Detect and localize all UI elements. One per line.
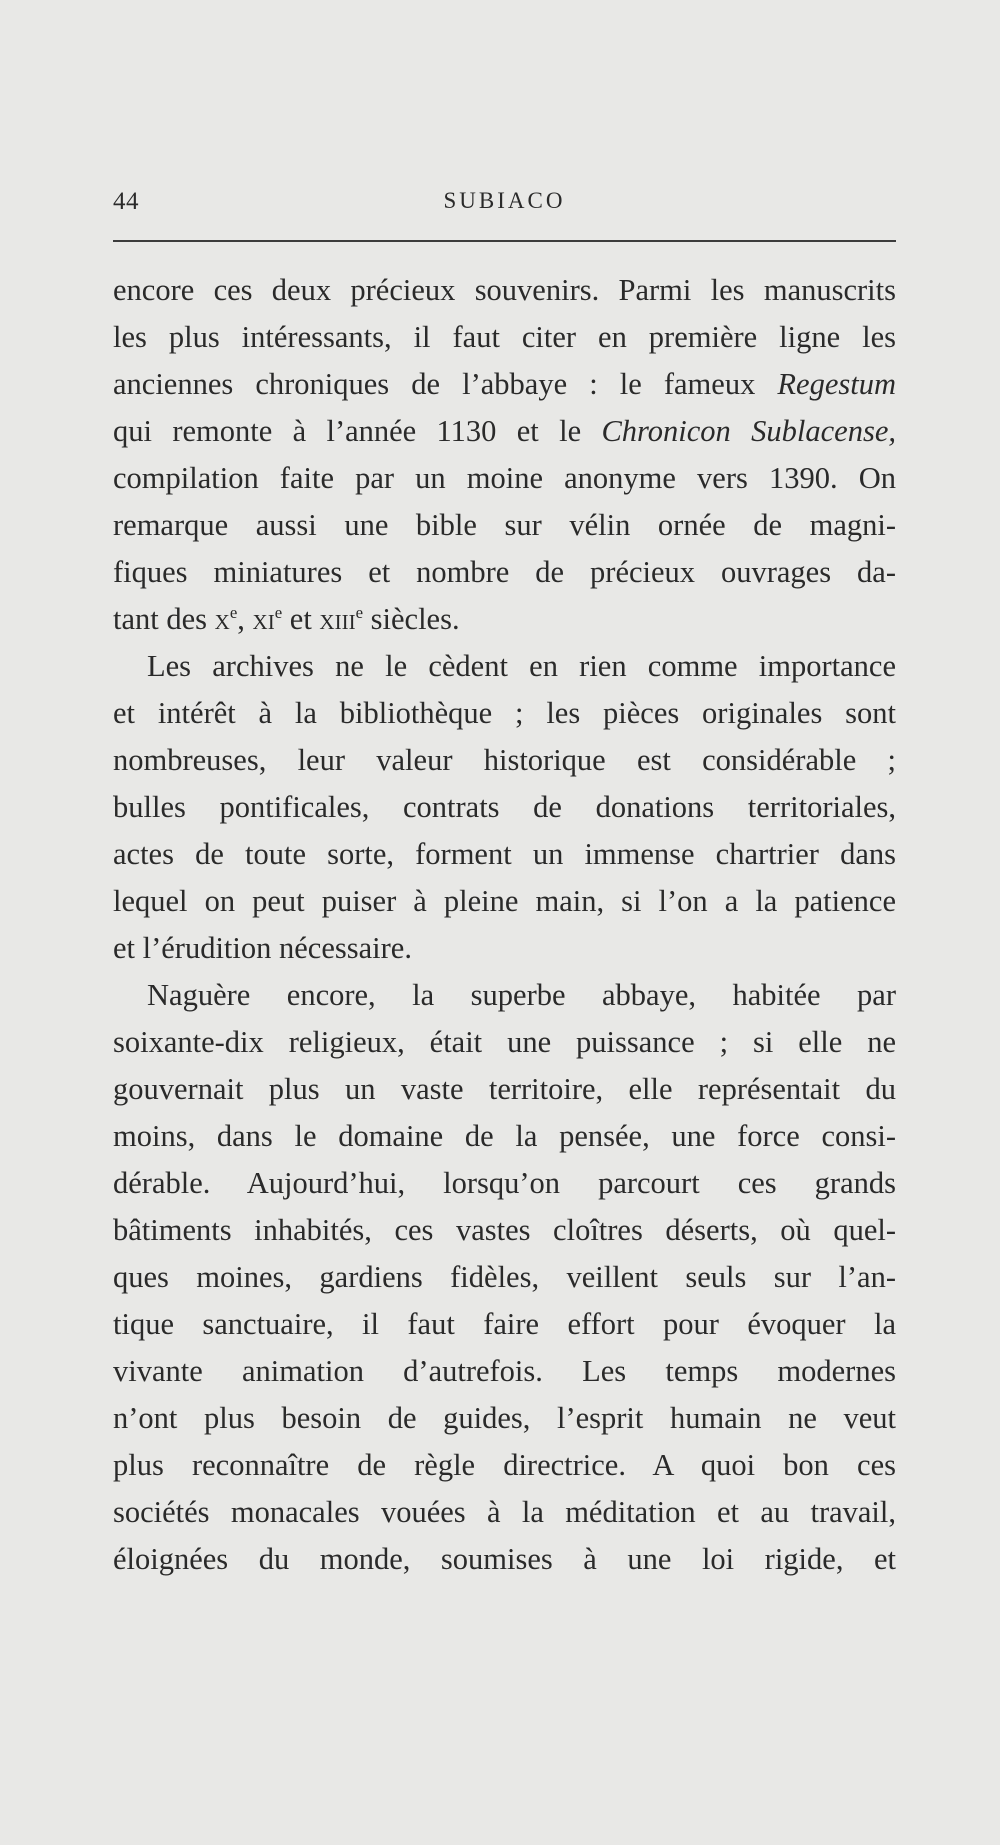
text-line: bulles pontificales, contrats de donations territoriales, <box>113 790 896 824</box>
text-line: gouvernait plus un vaste territoire, elle représentait du <box>113 1072 896 1106</box>
text-line: soixante-dix religieux, était une puissance ; si elle ne <box>113 1025 896 1059</box>
text-line: et intérêt à la bibliothèque ; les pièces originales sont <box>113 696 896 730</box>
text-segment: anciennes chroniques de l’abbaye : le fameux <box>113 367 756 401</box>
body-text <box>113 267 896 1583</box>
text-line: bâtiments inhabités, ces vastes cloîtres déserts, où quel- <box>113 1213 896 1247</box>
running-head <box>113 188 896 224</box>
header-rule <box>113 240 896 242</box>
text-line: fiques miniatures et nombre de précieux ouvrages da- <box>113 555 896 589</box>
text-line: remarque aussi une bible sur vélin ornée de magni- <box>113 508 896 542</box>
text-line: les plus intéressants, il faut citer en première ligne les <box>113 320 896 354</box>
page-number: 44 <box>113 188 139 215</box>
superscript: e <box>355 602 364 622</box>
text-line: nombreuses, leur valeur historique est considérable ; <box>113 743 896 777</box>
text-line: n’ont plus besoin de guides, l’esprit humain ne veut <box>113 1401 896 1435</box>
text-line: Naguère encore, la superbe abbaye, habitée par <box>147 978 896 1012</box>
superscript: e <box>229 602 238 622</box>
text-line: encore ces deux précieux souvenirs. Parmi les manuscrits <box>113 273 896 307</box>
running-title: SUBIACO <box>443 188 566 213</box>
italic-title: Chronicon Sublacense, <box>601 414 896 448</box>
text-line: plus reconnaître de règle directrice. A quoi bon ces <box>113 1448 896 1482</box>
text-segment: qui remonte à l’année 1130 et le <box>113 414 582 448</box>
text-segment: siècles. <box>370 602 460 636</box>
text-line: et l’érudition nécessaire. <box>113 931 412 965</box>
text-line: sociétés monacales vouées à la méditation et au travail, <box>113 1495 896 1529</box>
text-line: tique sanctuaire, il faut faire effort pour évoquer la <box>113 1307 896 1341</box>
text-line: dérable. Aujourd’hui, lorsqu’on parcourt ces grands <box>113 1166 896 1200</box>
text-line: ques moines, gardiens fidèles, veillent seuls sur l’an- <box>113 1260 896 1294</box>
text-line <box>113 408 896 455</box>
text-line: actes de toute sorte, forment un immense chartrier dans <box>113 837 896 871</box>
text-line: vivante animation d’autrefois. Les temps modernes <box>113 1354 896 1388</box>
text-segment: et <box>289 602 312 636</box>
text-segment: tant des <box>113 602 208 636</box>
superscript: e <box>274 602 283 622</box>
century-numeral: xi <box>252 602 275 636</box>
century-numeral: xiii <box>319 602 356 636</box>
text-line <box>113 361 896 408</box>
century-numeral: x <box>214 602 230 636</box>
text-line: éloignées du monde, soumises à une loi rigide, et <box>113 1542 896 1576</box>
text-line: moins, dans le domaine de la pensée, une force consi- <box>113 1119 896 1153</box>
text-line <box>113 596 896 643</box>
text-line: compilation faite par un moine anonyme vers 1390. On <box>113 461 896 495</box>
italic-title: Regestum <box>777 367 896 401</box>
text-segment: , <box>237 602 245 636</box>
text-line: Les archives ne le cèdent en rien comme importance <box>147 649 896 683</box>
text-line: lequel on peut puiser à pleine main, si l’on a la patience <box>113 884 896 918</box>
